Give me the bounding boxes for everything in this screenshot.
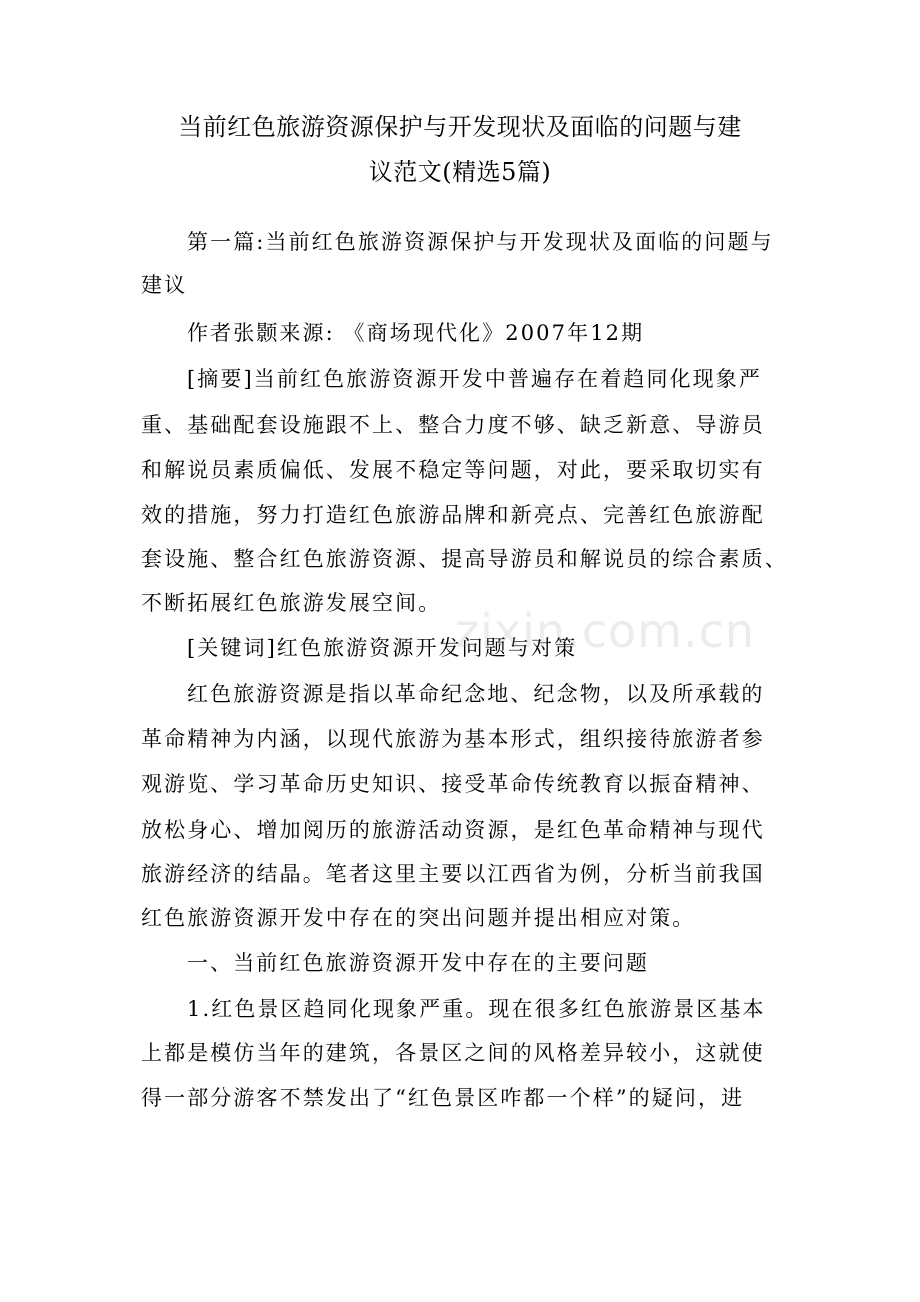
abstract-line: 重、基础配套设施跟不上、整合力度不够、缺乏新意、导游员 — [141, 413, 765, 437]
point-1-line: 1.红色景区趋同化现象严重。现在很多红色旅游景区基本 — [187, 997, 766, 1021]
point-1-line: 得一部分游客不禁发出了“红色景区咋都一个样”的疑问，进 — [141, 1086, 745, 1110]
intro-line: 革命精神为内涵，以现代旅游为基本形式，组织接待旅游者参 — [141, 727, 765, 751]
intro-line: 观游览、学习革命历史知识、接受革命传统教育以振奋精神、 — [141, 772, 765, 796]
abstract-line: 不断拓展红色旅游发展空间。 — [141, 591, 442, 615]
abstract-line: 套设施、整合红色旅游资源、提高导游员和解说员的综合素质、 — [141, 547, 788, 571]
section-heading-line-2: 建议 — [141, 273, 188, 297]
intro-line: 红色旅游资源开发中存在的突出问题并提出相应对策。 — [141, 906, 696, 930]
point-1-line: 上都是模仿当年的建筑，各景区之间的风格差异较小，这就使 — [141, 1041, 765, 1065]
section-subheading: 一、当前红色旅游资源开发中存在的主要问题 — [187, 951, 649, 975]
document-title-line-1: 当前红色旅游资源保护与开发现状及面临的问题与建 — [178, 113, 742, 141]
intro-line: 放松身心、增加阅历的旅游活动资源，是红色革命精神与现代 — [141, 818, 765, 842]
abstract-line: 效的措施，努力打造红色旅游品牌和新亮点、完善红色旅游配 — [141, 503, 765, 527]
keywords-line: [关键词]红色旅游资源开发问题与对策 — [187, 636, 578, 660]
author-source-line: 作者张颢来源: 《商场现代化》2007年12期 — [187, 321, 645, 345]
abstract-line: 和解说员素质偏低、发展不稳定等问题，对此，要采取切实有 — [141, 458, 765, 482]
watermark: zixin.com.cn — [455, 604, 756, 658]
intro-line: 红色旅游资源是指以革命纪念地、纪念物，以及所承载的 — [187, 682, 765, 706]
intro-line: 旅游经济的结晶。笔者这里主要以江西省为例，分析当前我国 — [141, 862, 765, 886]
abstract-line: [摘要]当前红色旅游资源开发中普遍存在着趋同化现象严 — [187, 367, 762, 391]
document-title-line-2: 议范文(精选5篇) — [368, 158, 552, 186]
section-heading-line-1: 第一篇:当前红色旅游资源保护与开发现状及面临的问题与 — [187, 230, 774, 254]
